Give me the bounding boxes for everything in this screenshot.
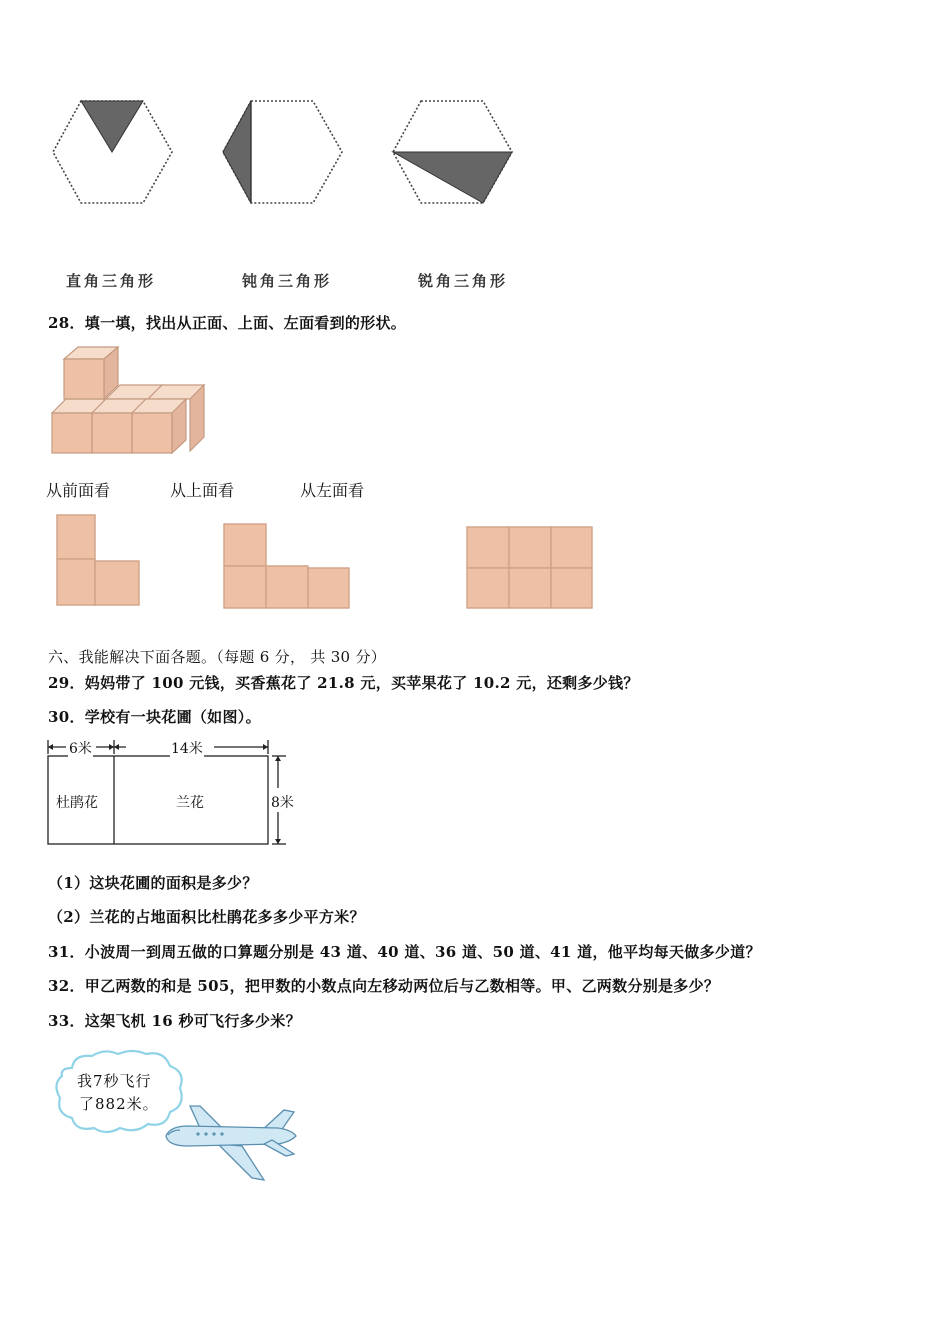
hexagon-acute-triangle-figure	[390, 98, 515, 208]
cube-stack-figure	[50, 345, 210, 460]
diagram-label-8m: 8米	[270, 792, 295, 812]
question-33: 33．这架飞机 16 秒可飞行多少米？	[48, 1012, 301, 1030]
question-30-sub-1: （1）这块花圃的面积是多少？	[48, 874, 258, 892]
section-6-title: 六、我能解决下面各题。（每题 6 分， 共 30 分）	[48, 648, 387, 666]
view-label-left: 从左面看	[300, 481, 365, 500]
airplane-illustration	[160, 1104, 300, 1184]
caption-obtuse-triangle: 钝角三角形	[242, 272, 333, 290]
view-label-top: 从上面看	[170, 481, 235, 500]
diagram-label-azalea: 杜鹃花	[56, 795, 98, 811]
hexagon-obtuse-triangle-figure	[220, 98, 345, 208]
question-28: 28．填一填，找出从正面、上面、左面看到的形状。	[48, 314, 407, 332]
view-shape-left	[466, 526, 594, 610]
question-31: 31．小波周一到周五做的口算题分别是 43 道、40 道、36 道、50 道、41 道，他平均每天做多少道？	[48, 943, 761, 961]
caption-right-triangle: 直角三角形	[66, 272, 157, 290]
diagram-label-6m: 6米	[68, 738, 93, 758]
diagram-label-orchid: 兰花	[176, 795, 204, 811]
question-32: 32．甲乙两数的和是 505，把甲数的小数点向左移动两位后与乙数相等。甲、乙两数分别是多少？	[48, 977, 720, 995]
caption-acute-triangle: 锐角三角形	[418, 272, 509, 290]
hexagon-right-triangle-figure	[50, 98, 175, 208]
bubble-text-line-1: 我7秒飞行	[77, 1072, 152, 1090]
bubble-text-line-2: 了882米。	[79, 1095, 159, 1113]
view-label-front: 从前面看	[46, 481, 111, 500]
question-30: 30．学校有一块花圃（如图）。	[48, 708, 261, 726]
view-shape-top	[222, 522, 352, 610]
question-30-sub-2: （2）兰花的占地面积比杜鹃花多多少平方米？	[48, 908, 365, 926]
diagram-label-14m: 14米	[170, 738, 204, 758]
view-shape-front	[56, 514, 142, 608]
question-29: 29．妈妈带了 100 元钱，买香蕉花了 21.8 元，买苹果花了 10.2 元，还剩多少钱？	[48, 674, 639, 692]
